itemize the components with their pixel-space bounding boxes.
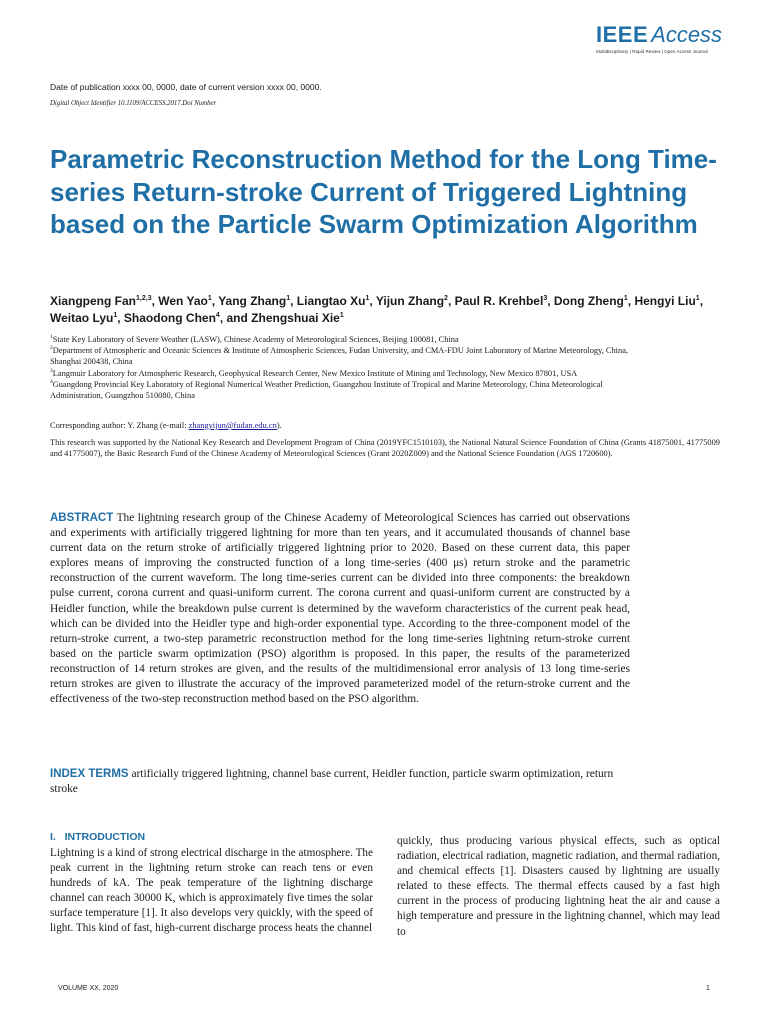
author-list	[50, 293, 730, 326]
author-affiliation-mark: 1	[623, 295, 628, 302]
author-name: Yijun Zhang	[375, 294, 445, 308]
intro-column-right: quickly, thus producing various physical effects, such as optical radiation, electrical radiation, magnetic radiation, and thermal radiation, and chemical effects [1]. Disasters caused by lightning are usually related to these effects. The thermal effects caused by a fast high current in the process of producing lightning heat the air and cause a high temperature and pressure in the lightning channel, which may lead to	[397, 835, 720, 938]
affiliation-number: 1	[50, 334, 53, 341]
journal-logo	[596, 22, 726, 54]
affiliation-list	[50, 334, 640, 401]
author-separator: ,	[627, 294, 635, 308]
author-affiliation-mark: 1	[695, 295, 700, 302]
publication-date: Date of publication xxxx 00, 0000, date of current version xxxx 00, 0000.	[50, 82, 322, 92]
author-affiliation-mark: 1	[365, 295, 370, 302]
affiliation-item	[50, 345, 640, 367]
author-affiliation-mark: 4	[215, 311, 220, 319]
affiliation-text: Langmuir Laboratory for Atmospheric Research, Geophysical Research Center, New Mexico Institute of Mining and Technology, New Mexico 87801, USA	[52, 368, 578, 378]
author-separator: ,	[151, 294, 159, 308]
author-affiliation-mark: 2	[444, 295, 448, 302]
author-name: Liangtao Xu	[296, 294, 366, 308]
affiliation-item	[50, 368, 640, 379]
author-separator: ,	[699, 294, 704, 308]
author-affiliation-mark: 1	[113, 311, 118, 319]
section-heading-introduction: I. INTRODUCTION	[50, 831, 146, 843]
author-affiliation-mark: 1	[207, 295, 212, 302]
author-name: Shaodong Chen	[123, 310, 216, 325]
logo-access: Access	[651, 22, 723, 47]
author-separator: ,	[547, 294, 554, 308]
doi-line: Digital Object Identifier 10.1109/ACCESS.2017.Doi Number	[50, 100, 217, 107]
author-name: Yang Zhang	[218, 294, 287, 308]
index-terms-label: INDEX TERMS	[50, 768, 129, 780]
author-name: Dong Zheng	[553, 294, 624, 308]
corresponding-suffix: ).	[276, 421, 282, 430]
author-affiliation-mark: 3	[543, 295, 548, 302]
footer-volume: VOLUME XX, 2020	[58, 985, 119, 992]
intro-column-left: Lightning is a kind of strong electrical discharge in the atmosphere. The peak current in the lightning return stroke can reach tens or even hundreds of kA. The peak temperature of the lightning discharge channel can reach 30000 K, which is approximately five times the solar surface temperature [1]. It also develops very quickly, with the speed of light. This kind of fast, high-current discharge process heats the channel	[50, 847, 373, 935]
footer-page-number: 1	[706, 985, 710, 992]
logo-tagline: Multidisciplinary | Rapid Review | Open Access Journal	[596, 49, 708, 54]
author-separator: , and	[219, 310, 252, 325]
author-affiliation-mark: 1	[286, 295, 291, 302]
affiliation-text: Guangdong Provincial Key Laboratory of Regional Numerical Weather Prediction, Guangzhou Institute of Tropical and Marine Meteorology, China Meteorological Administration, Guangzhou 510080, China	[50, 379, 603, 401]
author-affiliation-mark: 1,2,3	[136, 295, 152, 302]
corresponding-email-link[interactable]: zhangyijun@fudan.edu.cn	[188, 421, 277, 430]
index-terms-text: artificially triggered lightning, channel base current, Heidler function, particle swarm optimization, return stroke	[50, 768, 614, 796]
author-name: Xiangpeng Fan	[50, 294, 137, 308]
author-separator: ,	[290, 294, 297, 308]
abstract-label: ABSTRACT	[50, 512, 114, 524]
index-terms	[50, 767, 630, 797]
logo-ieee: IEEE	[596, 22, 649, 47]
author-name: Hengyi Liu	[634, 294, 696, 308]
author-name: Paul R. Krehbel	[454, 294, 544, 308]
corresponding-prefix: Corresponding author: Y. Zhang (e-mail:	[50, 421, 189, 430]
paper-title: Parametric Reconstruction Method for the Long Time-series Return-stroke Current of Triggered Lightning based on the Particle Swarm Optimization Algorithm	[50, 144, 717, 239]
author-name: Zhengshuai Xie	[251, 310, 340, 325]
abstract	[50, 511, 630, 707]
author-name: Weitao Lyu	[50, 310, 114, 325]
author-separator: ,	[117, 310, 124, 325]
abstract-text: The lightning research group of the Chinese Academy of Meteorological Sciences has carried out observations and experiments with artificially triggered lightning for more than ten years, and it accumulated thousands of channel base current data on the return stroke of artificially triggered lightning prior to 2020. Based on these current data, this paper explores means of improving the constructed function of a long time-series (400 μs) return stroke and the parametric reconstruction of the current waveform. The long time-series current can be divided into three components: the breakdown pulse current, corona current and quasi-uniform current. The corona current and quasi-uniform current are constructed by a Heidler function, while the breakdown pulse current is determined by the waveform characteristics of the current peak head, which can be divided into the Heidler type and high-order exponential type. According to the three-component model of the return-stroke current, a two-step parametric reconstruction method for the long time-series lightning return-stroke current based on the particle swarm optimization (PSO) algorithm is proposed. In this paper, the results of the parameterized reconstruction of 14 return strokes are given, and the results of the multidimensional error analysis of 13 long time-series return strokes are given to illustrate the accuracy of the improved parameterized model of the return-stroke current and the effectiveness of the two-step reconstruction method based on the PSO algorithm.	[50, 512, 630, 706]
funding-statement: This research was supported by the National Key Research and Development Program of China (2019YFC1510103), the National Natural Science Foundation of China (Grants 41875001, 41775009 and 41775007), the Basic Research Fund of the Chinese Academy of Meteorological Sciences (Grant 2020Z009) and the National Science Foundation (AGS 1720600).	[50, 438, 720, 459]
author-separator: ,	[369, 294, 376, 308]
affiliation-item	[50, 379, 640, 401]
affiliation-item	[50, 334, 640, 345]
affiliation-text: Department of Atmospheric and Oceanic Sciences & Institute of Atmospheric Sciences, Fudan University, and CMA-FDU Joint Laboratory of Marine Meteorology, China, Shanghai 200438, China	[50, 346, 629, 367]
affiliation-number: 4	[50, 379, 53, 386]
affiliation-number: 2	[50, 345, 53, 352]
author-affiliation-mark: 1	[339, 311, 344, 319]
corresponding-author	[50, 420, 730, 431]
author-separator: ,	[447, 294, 455, 308]
affiliation-text: State Key Laboratory of Severe Weather (LASW), Chinese Academy of Meteorological Sciences, Beijing 100081, China	[52, 335, 459, 344]
author-separator: ,	[211, 294, 219, 308]
author-name: Wen Yao	[158, 294, 208, 308]
affiliation-number: 3	[50, 367, 53, 374]
